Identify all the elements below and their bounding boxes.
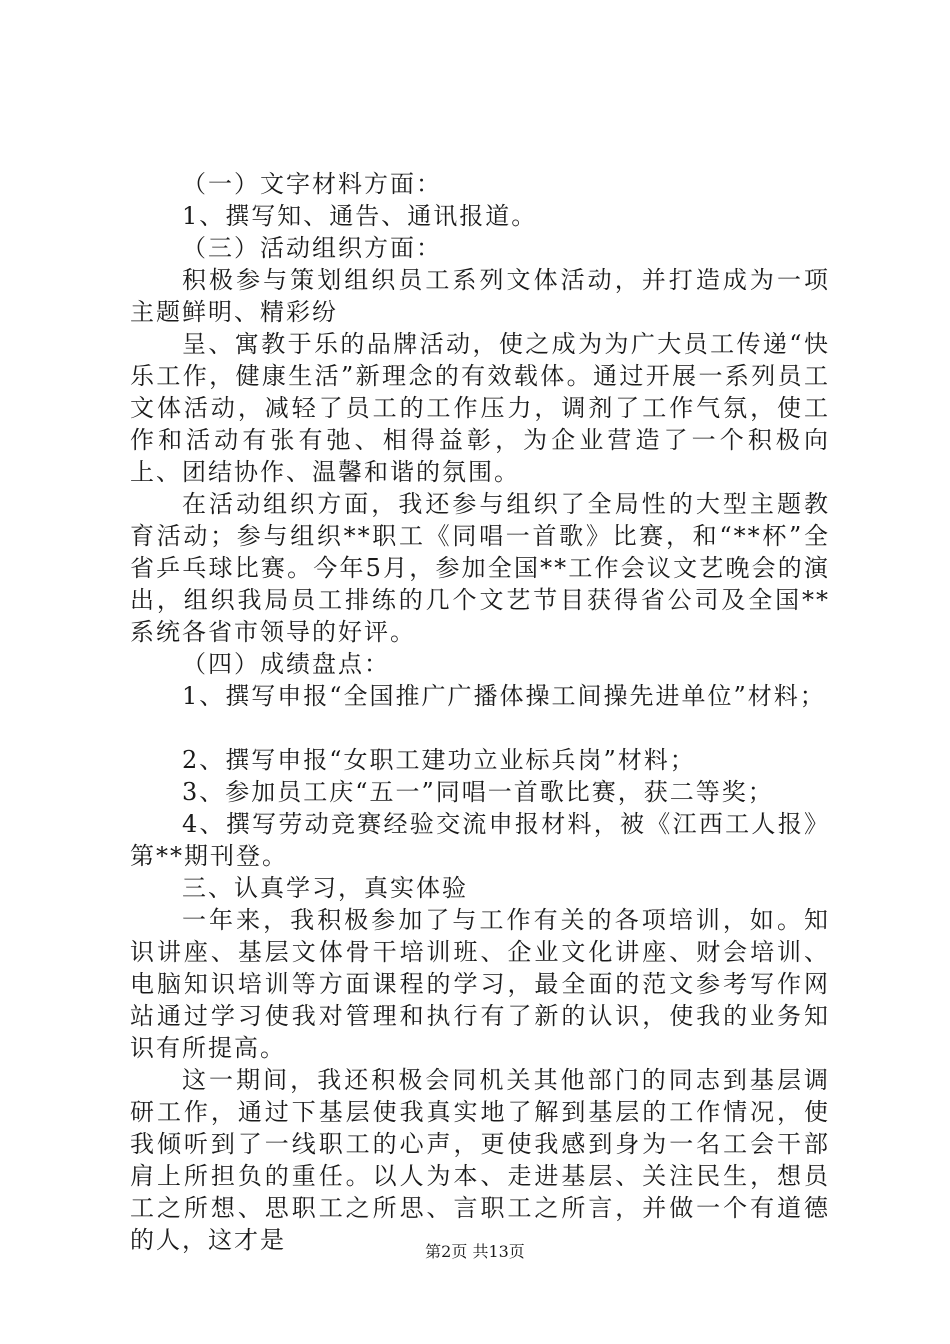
paragraph-heading-study: 三、认真学习，真实体验 — [182, 874, 468, 902]
paragraph-item: 1、撰写知、通告、通讯报道。 — [182, 202, 538, 230]
paragraph-item: 4、撰写劳动竞赛经验交流申报材料，被《江西工人报》第**期刊登。 — [130, 810, 830, 870]
document-body — [130, 168, 830, 1256]
paragraph: 这一期间，我还积极会同机关其他部门的同志到基层调研工作，通过下基层使我真实地了解到基层的工作情况，使我倾听到了一线职工的心声，更使我感到身为一名工会干部肩上所担负的重任。以人为本、走进基层、关注民生，想员工之所想、思职工之所思、言职工之所言，并做一个有道德的人，这才是 — [130, 1066, 830, 1254]
paragraph: 积极参与策划组织员工系列文体活动，并打造成为一项主题鲜明、精彩纷 — [130, 266, 830, 326]
paragraph-item: 1、撰写申报“全国推广广播体操工间操先进单位”材料； — [182, 682, 826, 710]
paragraph: 在活动组织方面，我还参与组织了全局性的大型主题教育活动；参与组织**职工《同唱一首歌》比赛，和“**杯”全省乒乓球比赛。今年5月，参加全国**工作会议文艺晚会的演出，组织我局员工排练的几个文艺节目获得省公司及全国**系统各省市领导的好评。 — [130, 490, 830, 646]
page-number-footer: 第2页 共13页 — [425, 1242, 525, 1261]
paragraph-item: 3、参加员工庆“五一”同唱一首歌比赛，获二等奖； — [182, 778, 774, 806]
paragraph-heading-activity-organization: （三）活动组织方面： — [182, 234, 442, 262]
paragraph-heading-achievements: （四）成绩盘点： — [182, 650, 390, 678]
paragraph: 呈、寓教于乐的品牌活动，使之成为为广大员工传递“快乐工作，健康生活”新理念的有效载体。通过开展一系列员工文体活动，减轻了员工的工作压力，调剂了工作气氛，使工作和活动有张有弛、相得益彰，为企业营造了一个积极向上、团结协作、温馨和谐的氛围。 — [130, 330, 830, 486]
paragraph-heading-text-materials: （一）文字材料方面： — [182, 170, 442, 198]
paragraph-item: 2、撰写申报“女职工建功立业标兵岗”材料； — [182, 746, 696, 774]
paragraph: 一年来，我积极参加了与工作有关的各项培训，如。知识讲座、基层文体骨干培训班、企业文化讲座、财会培训、电脑知识培训等方面课程的学习，最全面的范文参考写作网站通过学习使我对管理和执行有了新的认识，使我的业务知识有所提高。 — [130, 906, 830, 1062]
